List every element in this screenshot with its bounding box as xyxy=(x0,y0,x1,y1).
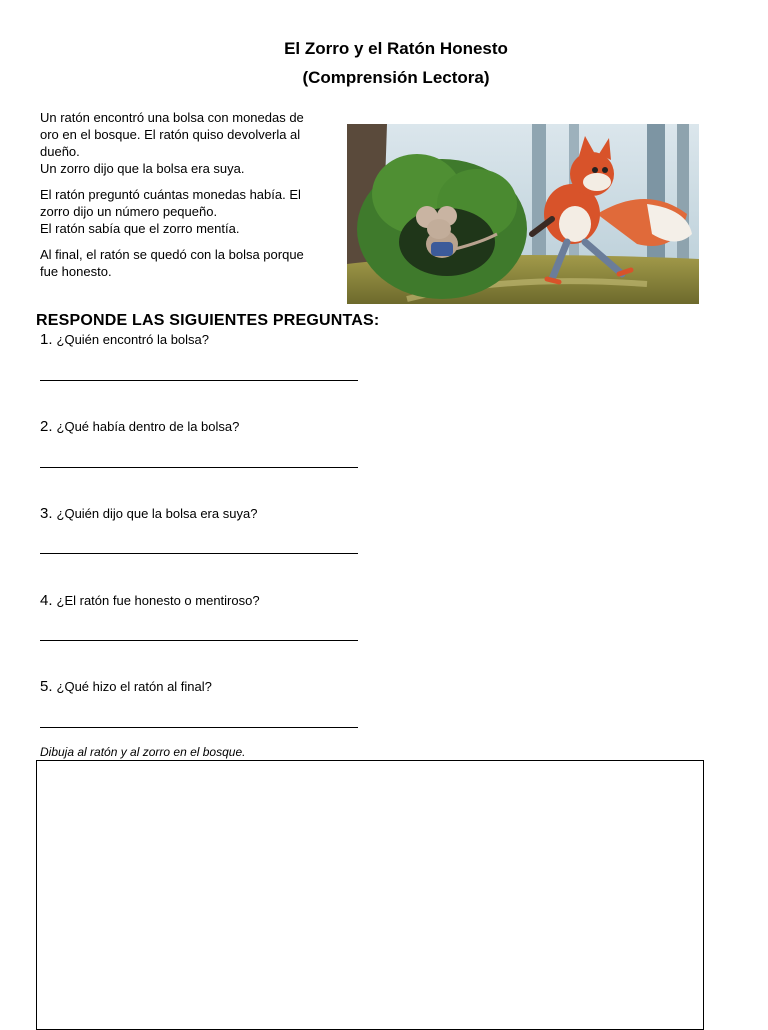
drawing-instruction: Dibuja al ratón y al zorro en el bosque. xyxy=(40,745,246,759)
question-number: 4. xyxy=(40,592,53,609)
question-1 xyxy=(40,331,370,348)
story-line: dueño. xyxy=(40,144,80,159)
question-number: 2. xyxy=(40,418,53,435)
question-3 xyxy=(40,505,370,522)
questions-heading: RESPONDE LAS SIGUIENTES PREGUNTAS: xyxy=(36,312,380,329)
story-text xyxy=(40,109,340,289)
answer-line-1[interactable] xyxy=(40,380,358,381)
answer-line-4[interactable] xyxy=(40,640,358,641)
question-text: ¿Qué había dentro de la bolsa? xyxy=(56,419,240,434)
story-line: El ratón sabía que el zorro mentía. xyxy=(40,221,240,236)
question-text: ¿Quién encontró la bolsa? xyxy=(56,332,209,347)
answer-line-2[interactable] xyxy=(40,467,358,468)
worksheet-title: El Zorro y el Ratón Honesto xyxy=(284,39,508,58)
question-text: ¿Qué hizo el ratón al final? xyxy=(56,679,212,694)
story-line: fue honesto. xyxy=(40,264,112,279)
worksheet-subtitle: (Comprensión Lectora) xyxy=(302,68,490,87)
question-number: 1. xyxy=(40,331,53,348)
question-number: 3. xyxy=(40,505,53,522)
story-line: zorro dijo un número pequeño. xyxy=(40,204,218,219)
story-paragraph xyxy=(40,186,340,237)
story-paragraph xyxy=(40,109,340,177)
story-line: Al final, el ratón se quedó con la bolsa porque xyxy=(40,247,304,262)
question-4 xyxy=(40,592,370,609)
story-line: Un ratón encontró una bolsa con monedas de xyxy=(40,110,304,125)
drawing-area[interactable] xyxy=(36,760,704,1030)
question-text: ¿Quién dijo que la bolsa era suya? xyxy=(56,506,258,521)
answer-line-5[interactable] xyxy=(40,727,358,728)
story-line: El ratón preguntó cuántas monedas había. El xyxy=(40,187,301,202)
story-line: Un zorro dijo que la bolsa era suya. xyxy=(40,161,245,176)
question-5 xyxy=(40,678,370,695)
story-paragraph xyxy=(40,246,340,280)
answer-line-3[interactable] xyxy=(40,553,358,554)
story-line: oro en el bosque. El ratón quiso devolverla al xyxy=(40,127,301,142)
question-number: 5. xyxy=(40,678,53,695)
fox-chasing-mouse-illustration xyxy=(347,124,699,304)
question-text: ¿El ratón fue honesto o mentiroso? xyxy=(56,593,260,608)
question-2 xyxy=(40,418,370,435)
